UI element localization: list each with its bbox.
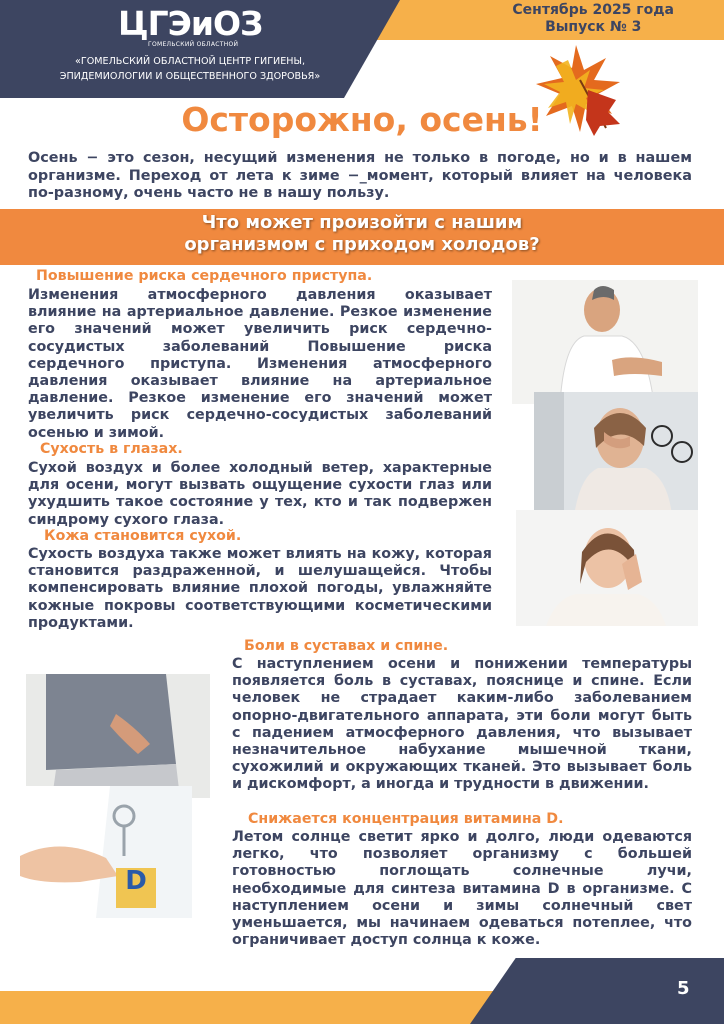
- photo-man-chest-pain: [512, 280, 698, 404]
- text-dry-eyes: Сухой воздух и более холодный ветер, характерные для осени, могут вызвать ощущение сухости глаз или ухудшить такое состояние у тех, кто и так подвержен синдрому сухого глаза.: [28, 460, 492, 528]
- page-number: 5: [677, 978, 690, 999]
- organization-name: «ГОМЕЛЬСКИЙ ОБЛАСТНОЙ ЦЕНТР ГИГИЕНЫ, ЭПИДЕМИОЛОГИИ И ОБЩЕСТВЕННОГО ЗДОРОВЬЯ»: [59, 56, 321, 82]
- photo-vitamin-d-cube: [0, 786, 192, 918]
- text-heart-attack: Изменения атмосферного давления оказывает влияние на артериальное давление. Резкое изменение его значений может увеличить риск сердечно-сосудистых заболеваний Повышение риска сердечного приступа. Изменения атмосферного давления оказывает влияние на артериальное давление. Резкое изменение его значений может увеличить риск сердечно-сосудистых заболеваний осенью и зимой.: [28, 287, 492, 441]
- issue-number: Выпуск № 3: [545, 19, 642, 35]
- photo-woman-eye-strain: [534, 392, 698, 516]
- photo-back-pain: [26, 674, 210, 798]
- logo: ЦГЭиОЗ: [118, 4, 263, 43]
- text-vitamin-d: Летом солнце светит ярко и долго, люди одеваются легко, что позволяет организму с большей готовностью поглощать солнечные лучи, необходимые для синтеза витамина D в организме. С наступлением осени и зимы солнечный свет уменьшается, мы начинаем одеваться потеплее, что ограничивает доступ солнца к коже.: [232, 829, 692, 949]
- band-title: [0, 212, 724, 256]
- heading-dry-eyes: Сухость в глазах.: [40, 441, 183, 457]
- band-title-line2: организмом с приходом холодов?: [184, 234, 540, 255]
- photo-woman-dry-skin: [516, 510, 698, 626]
- vitamin-d-label: D: [125, 866, 147, 896]
- heading-vitamin-d: Снижается концентрация витамина D.: [248, 811, 564, 827]
- issue-info: [512, 2, 674, 36]
- logo-subtitle: ГОМЕЛЬСКИЙ ОБЛАСТНОЙ: [148, 41, 239, 48]
- heading-joint-pain: Боли в суставах и спине.: [244, 638, 449, 654]
- band-title-line1: Что может произойти с нашим: [201, 212, 523, 233]
- heading-heart-attack: Повышение риска сердечного приступа.: [36, 268, 373, 284]
- intro-paragraph: Осень − это сезон, несущий изменения не только в погоде, но и в нашем организме. Переход от лета к зиме −_момент, который влияет на человека по-разному, очень часто не в нашу пользу.: [28, 150, 692, 201]
- heading-dry-skin: Кожа становится сухой.: [44, 528, 242, 544]
- text-joint-pain: С наступлением осени и понижении температуры появляется боль в суставах, пояснице и спине. Если человек не страдает каким-либо заболеванием опорно-двигательного аппарата, эти боли могут быть с падением атмосферного давления, что вызывает незначительное набухание мышечной ткани, сухожилий и окружающих тканей. Это вызывает боль и дискомфорт, а иногда и трудности в движении.: [232, 656, 692, 793]
- text-dry-skin: Сухость воздуха также может влиять на кожу, которая становится раздраженной, и шелушащейся. Чтобы компенсировать влияние плохой погоды, увлажняйте кожные покровы соответствующими косметическими продуктами.: [28, 546, 492, 631]
- issue-date: Сентябрь 2025 года: [512, 2, 674, 18]
- page-title: Осторожно, осень!: [181, 100, 543, 139]
